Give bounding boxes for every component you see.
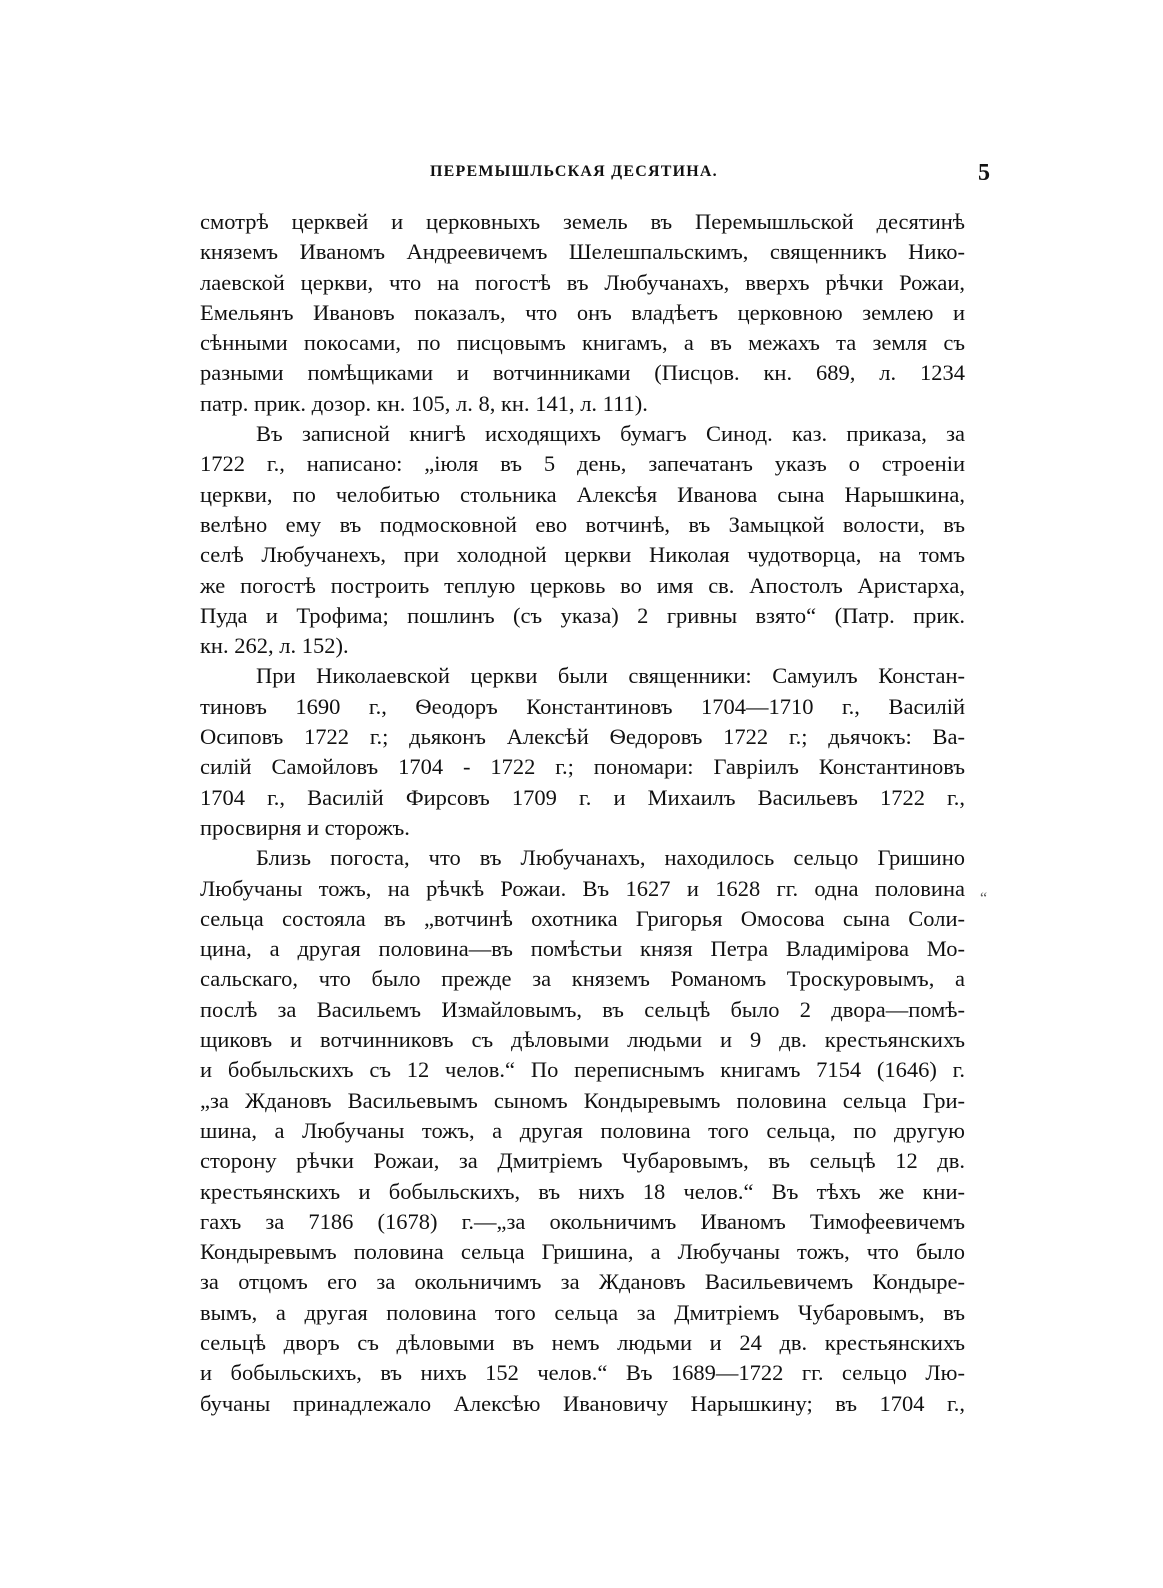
text-line: кн. 262, л. 152).	[200, 633, 349, 659]
text-line: крестьянскихъ и бобыльскихъ, въ нихъ 18 челов.“ Въ тѣхъ же кни-	[200, 1178, 965, 1204]
text-line: Пуда и Трофима; пошлинъ (съ указа) 2 гривны взято“ (Патр. прик.	[200, 602, 965, 628]
text-line: Любучаны тожъ, на рѣчкѣ Рожаи. Въ 1627 и 1628 гг. одна половина	[200, 875, 965, 901]
text-line: бучаны принадлежало Алексѣю Ивановичу Нарышкину; въ 1704 г.,	[200, 1390, 965, 1416]
page-number: 5	[978, 160, 990, 186]
text-line: за отцомъ его за окольничимъ за Ждановъ Васильевичемъ Кондыре-	[200, 1269, 965, 1295]
text-line: же погостѣ построить теплую церковь во имя св. Апостолъ Аристарха,	[200, 572, 965, 598]
running-title: ПЕРЕМЫШЛЬСКАЯ ДЕСЯТИНА.	[430, 163, 718, 180]
text-line: смотрѣ церквей и церковныхъ земель въ Перемышльской десятинѣ	[200, 209, 965, 234]
text-line: разными помѣщиками и вотчинниками (Писцов. кн. 689, л. 1234	[200, 360, 965, 386]
text-line: шина, а Любучаны тожъ, а другая половина того сельца, по другую	[200, 1117, 965, 1143]
text-line: и бобыльскихъ съ 12 челов.“ По переписнымъ книгамъ 7154 (1646) г.	[200, 1057, 965, 1083]
running-header	[200, 160, 990, 189]
text-line: велѣно ему въ подмосковной ево вотчинѣ, въ Замыцкой волости, въ	[200, 511, 965, 537]
text-line: сѣнными покосами, по писцовымъ книгамъ, а въ межахъ та земля съ	[200, 330, 965, 356]
text-line: лаевской церкви, что на погостѣ въ Любучанахъ, вверхъ рѣчки Рожаи,	[200, 269, 965, 295]
text-line: тиновъ 1690 г., Ѳеодоръ Константиновъ 1704—1710 г., Василій	[200, 693, 965, 719]
text-line: сельца состояла въ „вотчинѣ охотника Григорья Омосова сына Соли-	[200, 905, 965, 931]
paragraph-start-line: Въ записной книгѣ исходящихъ бумагъ Синод. каз. приказа, за	[256, 421, 965, 447]
text-line: силій Самойловъ 1704 - 1722 г.; пономари: Гавріилъ Константиновъ	[200, 754, 965, 780]
text-line: патр. прик. дозор. кн. 105, л. 8, кн. 141, л. 111).	[200, 390, 648, 416]
text-line: Кондыревымъ половина сельца Гришина, а Любучаны тожъ, что было	[200, 1239, 965, 1265]
text-line: селѣ Любучанехъ, при холодной церкви Николая чудотворца, на томъ	[200, 542, 965, 568]
text-line: княземъ Иваномъ Андреевичемъ Шелешпальскимъ, священникъ Нико-	[200, 239, 965, 265]
paragraph-start-line: При Николаевской церкви были священники: Самуилъ Констан-	[256, 663, 965, 689]
margin-mark: “	[980, 890, 988, 907]
text-line: 1704 г., Василій Фирсовъ 1709 г. и Михаилъ Васильевъ 1722 г.,	[200, 784, 965, 810]
text-line: просвирня и сторожъ.	[200, 814, 410, 840]
text-line: сторону рѣчки Рожаи, за Дмитріемъ Чубаровымъ, въ сельцѣ 12 дв.	[200, 1148, 965, 1174]
text-line: сальскаго, что было прежде за княземъ Романомъ Троскуровымъ, а	[200, 966, 965, 992]
text-line: гахъ за 7186 (1678) г.—„за окольничимъ Иваномъ Тимофеевичемъ	[200, 1208, 965, 1234]
text-line: щиковъ и вотчинниковъ съ дѣловыми людьми и 9 дв. крестьянскихъ	[200, 1027, 965, 1053]
text-line: 1722 г., написано: „іюля въ 5 день, запечатанъ указъ о строеніи	[200, 451, 965, 477]
text-line: Емельянъ Ивановъ показалъ, что онъ владѣетъ церковною землею и	[200, 299, 965, 325]
text-line: церкви, по челобитью стольника Алексѣя Иванова сына Нарышкина,	[200, 481, 965, 507]
text-line: послѣ за Васильемъ Измайловымъ, въ сельцѣ было 2 двора—помѣ-	[200, 996, 965, 1022]
body-text	[200, 207, 965, 1419]
paragraph-start-line: Близь погоста, что въ Любучанахъ, находилось сельцо Гришино	[256, 845, 965, 871]
text-line: вымъ, а другая половина того сельца за Дмитріемъ Чубаровымъ, въ	[200, 1299, 965, 1325]
text-line: и бобыльскихъ, въ нихъ 152 челов.“ Въ 1689—1722 гг. сельцо Лю-	[200, 1360, 965, 1386]
text-line: „за Ждановъ Васильевымъ сыномъ Кондыревымъ половина сельца Гри-	[200, 1087, 965, 1113]
text-line: цина, а другая половина—въ помѣстьи князя Петра Владимірова Мо-	[200, 936, 965, 962]
text-line: сельцѣ дворъ съ дѣловыми въ немъ людьми и 24 дв. крестьянскихъ	[200, 1329, 965, 1355]
text-line: Осиповъ 1722 г.; дьяконъ Алексѣй Ѳедоровъ 1722 г.; дьячокъ: Ва-	[200, 724, 965, 750]
